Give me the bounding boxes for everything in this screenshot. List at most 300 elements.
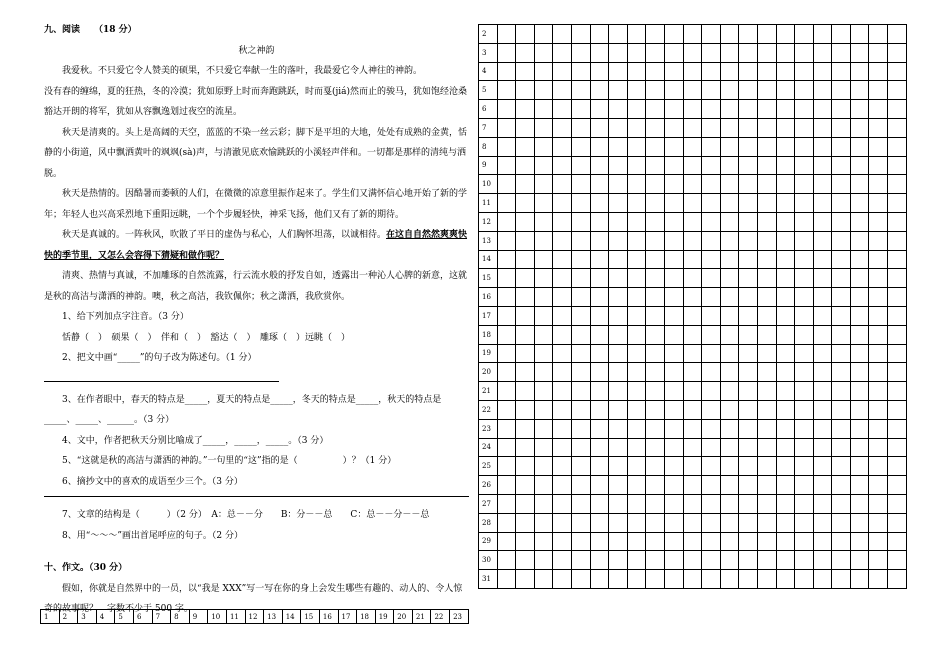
grid-cell[interactable] — [534, 570, 553, 589]
grid-cell[interactable] — [590, 476, 609, 495]
grid-cell[interactable] — [850, 231, 869, 250]
grid-cell[interactable] — [683, 118, 702, 137]
grid-cell[interactable] — [757, 513, 776, 532]
grid-cell[interactable] — [869, 494, 888, 513]
grid-cell[interactable] — [757, 81, 776, 100]
grid-cell[interactable] — [869, 118, 888, 137]
grid-cell[interactable] — [832, 457, 851, 476]
grid-cell[interactable] — [795, 551, 814, 570]
grid-cell[interactable] — [776, 81, 795, 100]
grid-cell[interactable] — [553, 81, 572, 100]
grid-cell[interactable] — [646, 43, 665, 62]
answer-line-q6[interactable] — [44, 492, 469, 497]
grid-cell[interactable] — [720, 325, 739, 344]
grid-cell[interactable] — [497, 476, 516, 495]
grid-cell[interactable] — [832, 194, 851, 213]
grid-cell[interactable] — [795, 137, 814, 156]
grid-cell[interactable] — [497, 100, 516, 119]
grid-cell[interactable] — [757, 62, 776, 81]
grid-cell[interactable] — [739, 250, 758, 269]
grid-cell[interactable] — [664, 457, 683, 476]
grid-cell[interactable] — [646, 382, 665, 401]
grid-cell[interactable] — [720, 419, 739, 438]
grid-cell[interactable] — [795, 43, 814, 62]
grid-cell[interactable] — [720, 494, 739, 513]
grid-cell[interactable] — [534, 382, 553, 401]
grid-cell[interactable] — [757, 100, 776, 119]
grid-cell[interactable] — [571, 551, 590, 570]
grid-cell[interactable] — [664, 81, 683, 100]
grid-cell[interactable] — [720, 288, 739, 307]
grid-cell[interactable] — [571, 438, 590, 457]
grid-cell[interactable] — [888, 438, 907, 457]
grid-cell[interactable] — [534, 419, 553, 438]
grid-cell[interactable] — [832, 551, 851, 570]
grid-row-number[interactable]: 19 — [479, 344, 498, 363]
grid-cell[interactable] — [739, 269, 758, 288]
grid-cell[interactable] — [776, 551, 795, 570]
grid-cell[interactable] — [516, 81, 535, 100]
grid-cell[interactable] — [516, 494, 535, 513]
grid-cell[interactable] — [795, 513, 814, 532]
grid-cell[interactable] — [609, 344, 628, 363]
grid-cell[interactable] — [553, 551, 572, 570]
grid-cell[interactable] — [757, 212, 776, 231]
grid-cell[interactable] — [571, 100, 590, 119]
grid-cell[interactable] — [664, 400, 683, 419]
grid-cell[interactable] — [571, 62, 590, 81]
grid-cell[interactable] — [627, 212, 646, 231]
grid-cell[interactable] — [850, 306, 869, 325]
grid-cell[interactable] — [813, 62, 832, 81]
grid-cell[interactable] — [776, 532, 795, 551]
grid-cell[interactable] — [720, 400, 739, 419]
grid-cell[interactable] — [850, 250, 869, 269]
grid-cell[interactable] — [534, 118, 553, 137]
grid-cell[interactable] — [832, 476, 851, 495]
grid-cell[interactable] — [516, 137, 535, 156]
grid-cell[interactable] — [590, 194, 609, 213]
grid-cell[interactable] — [553, 156, 572, 175]
bottom-grid-cell[interactable]: 8 — [171, 610, 190, 624]
grid-cell[interactable] — [702, 419, 721, 438]
grid-cell[interactable] — [813, 175, 832, 194]
grid-cell[interactable] — [590, 494, 609, 513]
grid-cell[interactable] — [813, 532, 832, 551]
grid-cell[interactable] — [739, 344, 758, 363]
grid-cell[interactable] — [850, 551, 869, 570]
grid-cell[interactable] — [627, 419, 646, 438]
grid-cell[interactable] — [869, 438, 888, 457]
grid-cell[interactable] — [813, 306, 832, 325]
grid-cell[interactable] — [516, 212, 535, 231]
grid-cell[interactable] — [813, 231, 832, 250]
grid-cell[interactable] — [534, 344, 553, 363]
grid-cell[interactable] — [702, 175, 721, 194]
grid-row-number[interactable]: 18 — [479, 325, 498, 344]
grid-cell[interactable] — [720, 570, 739, 589]
grid-cell[interactable] — [888, 81, 907, 100]
grid-row-number[interactable]: 3 — [479, 43, 498, 62]
grid-cell[interactable] — [776, 118, 795, 137]
grid-row-number[interactable]: 4 — [479, 62, 498, 81]
grid-cell[interactable] — [683, 476, 702, 495]
grid-cell[interactable] — [813, 438, 832, 457]
grid-row-number[interactable]: 31 — [479, 570, 498, 589]
grid-cell[interactable] — [850, 363, 869, 382]
grid-cell[interactable] — [776, 25, 795, 44]
grid-cell[interactable] — [627, 81, 646, 100]
grid-cell[interactable] — [590, 212, 609, 231]
grid-cell[interactable] — [776, 194, 795, 213]
grid-cell[interactable] — [497, 212, 516, 231]
grid-cell[interactable] — [534, 457, 553, 476]
grid-cell[interactable] — [739, 513, 758, 532]
grid-cell[interactable] — [497, 551, 516, 570]
grid-cell[interactable] — [516, 457, 535, 476]
grid-cell[interactable] — [832, 118, 851, 137]
grid-cell[interactable] — [534, 194, 553, 213]
grid-cell[interactable] — [497, 382, 516, 401]
grid-cell[interactable] — [646, 288, 665, 307]
grid-row-number[interactable]: 6 — [479, 100, 498, 119]
grid-cell[interactable] — [609, 570, 628, 589]
grid-cell[interactable] — [497, 269, 516, 288]
grid-cell[interactable] — [590, 419, 609, 438]
grid-cell[interactable] — [757, 325, 776, 344]
grid-cell[interactable] — [497, 513, 516, 532]
grid-cell[interactable] — [776, 438, 795, 457]
grid-cell[interactable] — [888, 231, 907, 250]
grid-cell[interactable] — [553, 457, 572, 476]
grid-cell[interactable] — [776, 43, 795, 62]
grid-row-number[interactable]: 16 — [479, 288, 498, 307]
grid-cell[interactable] — [739, 570, 758, 589]
grid-row-number[interactable]: 9 — [479, 156, 498, 175]
grid-cell[interactable] — [664, 438, 683, 457]
grid-cell[interactable] — [795, 250, 814, 269]
grid-cell[interactable] — [850, 43, 869, 62]
grid-cell[interactable] — [850, 175, 869, 194]
grid-cell[interactable] — [683, 382, 702, 401]
grid-cell[interactable] — [813, 100, 832, 119]
grid-cell[interactable] — [850, 457, 869, 476]
grid-cell[interactable] — [646, 532, 665, 551]
grid-cell[interactable] — [739, 43, 758, 62]
grid-cell[interactable] — [553, 382, 572, 401]
grid-cell[interactable] — [553, 570, 572, 589]
grid-cell[interactable] — [888, 306, 907, 325]
grid-cell[interactable] — [702, 551, 721, 570]
grid-cell[interactable] — [516, 419, 535, 438]
grid-cell[interactable] — [664, 494, 683, 513]
grid-cell[interactable] — [627, 551, 646, 570]
grid-cell[interactable] — [832, 532, 851, 551]
grid-cell[interactable] — [627, 231, 646, 250]
grid-cell[interactable] — [627, 288, 646, 307]
grid-cell[interactable] — [664, 250, 683, 269]
grid-cell[interactable] — [757, 551, 776, 570]
grid-cell[interactable] — [683, 419, 702, 438]
grid-cell[interactable] — [534, 231, 553, 250]
grid-cell[interactable] — [739, 118, 758, 137]
grid-cell[interactable] — [553, 194, 572, 213]
grid-cell[interactable] — [739, 382, 758, 401]
grid-cell[interactable] — [664, 363, 683, 382]
grid-cell[interactable] — [813, 288, 832, 307]
grid-cell[interactable] — [813, 494, 832, 513]
grid-cell[interactable] — [869, 81, 888, 100]
grid-cell[interactable] — [664, 306, 683, 325]
grid-cell[interactable] — [683, 532, 702, 551]
grid-cell[interactable] — [813, 118, 832, 137]
grid-cell[interactable] — [590, 43, 609, 62]
grid-cell[interactable] — [776, 325, 795, 344]
grid-cell[interactable] — [590, 400, 609, 419]
grid-cell[interactable] — [683, 400, 702, 419]
grid-cell[interactable] — [850, 288, 869, 307]
grid-cell[interactable] — [888, 363, 907, 382]
grid-cell[interactable] — [664, 62, 683, 81]
grid-cell[interactable] — [646, 363, 665, 382]
grid-cell[interactable] — [571, 137, 590, 156]
grid-cell[interactable] — [832, 269, 851, 288]
grid-cell[interactable] — [534, 288, 553, 307]
grid-cell[interactable] — [497, 438, 516, 457]
grid-cell[interactable] — [646, 269, 665, 288]
grid-cell[interactable] — [832, 156, 851, 175]
grid-cell[interactable] — [702, 325, 721, 344]
grid-cell[interactable] — [813, 250, 832, 269]
grid-cell[interactable] — [646, 513, 665, 532]
bottom-grid-cell[interactable]: 21 — [412, 610, 431, 624]
grid-cell[interactable] — [813, 551, 832, 570]
grid-cell[interactable] — [720, 25, 739, 44]
grid-cell[interactable] — [776, 344, 795, 363]
grid-cell[interactable] — [720, 532, 739, 551]
grid-cell[interactable] — [627, 382, 646, 401]
grid-cell[interactable] — [739, 325, 758, 344]
grid-cell[interactable] — [553, 400, 572, 419]
grid-cell[interactable] — [813, 476, 832, 495]
grid-cell[interactable] — [702, 494, 721, 513]
grid-cell[interactable] — [795, 438, 814, 457]
grid-cell[interactable] — [553, 118, 572, 137]
grid-cell[interactable] — [832, 494, 851, 513]
grid-cell[interactable] — [683, 137, 702, 156]
grid-cell[interactable] — [646, 81, 665, 100]
grid-cell[interactable] — [497, 494, 516, 513]
grid-cell[interactable] — [497, 137, 516, 156]
grid-cell[interactable] — [534, 551, 553, 570]
grid-cell[interactable] — [776, 363, 795, 382]
grid-cell[interactable] — [683, 43, 702, 62]
grid-cell[interactable] — [646, 250, 665, 269]
grid-cell[interactable] — [850, 513, 869, 532]
grid-cell[interactable] — [497, 325, 516, 344]
grid-cell[interactable] — [850, 438, 869, 457]
grid-cell[interactable] — [664, 325, 683, 344]
grid-cell[interactable] — [795, 212, 814, 231]
grid-cell[interactable] — [683, 457, 702, 476]
grid-cell[interactable] — [683, 363, 702, 382]
grid-cell[interactable] — [888, 400, 907, 419]
grid-cell[interactable] — [888, 175, 907, 194]
grid-cell[interactable] — [850, 476, 869, 495]
grid-cell[interactable] — [869, 137, 888, 156]
grid-cell[interactable] — [832, 419, 851, 438]
grid-cell[interactable] — [720, 382, 739, 401]
grid-cell[interactable] — [702, 513, 721, 532]
grid-cell[interactable] — [702, 288, 721, 307]
grid-cell[interactable] — [757, 194, 776, 213]
grid-cell[interactable] — [571, 382, 590, 401]
grid-cell[interactable] — [702, 156, 721, 175]
grid-cell[interactable] — [627, 438, 646, 457]
bottom-grid-cell[interactable]: 13 — [264, 610, 283, 624]
grid-cell[interactable] — [850, 269, 869, 288]
grid-cell[interactable] — [757, 306, 776, 325]
grid-cell[interactable] — [516, 43, 535, 62]
grid-cell[interactable] — [888, 344, 907, 363]
grid-cell[interactable] — [683, 25, 702, 44]
grid-cell[interactable] — [534, 438, 553, 457]
grid-cell[interactable] — [627, 118, 646, 137]
grid-cell[interactable] — [534, 306, 553, 325]
grid-cell[interactable] — [683, 212, 702, 231]
grid-cell[interactable] — [739, 532, 758, 551]
grid-cell[interactable] — [683, 175, 702, 194]
grid-cell[interactable] — [497, 43, 516, 62]
grid-cell[interactable] — [571, 43, 590, 62]
grid-cell[interactable] — [888, 325, 907, 344]
grid-cell[interactable] — [776, 212, 795, 231]
grid-cell[interactable] — [813, 81, 832, 100]
grid-cell[interactable] — [590, 325, 609, 344]
grid-cell[interactable] — [720, 231, 739, 250]
grid-cell[interactable] — [590, 288, 609, 307]
grid-cell[interactable] — [702, 344, 721, 363]
grid-cell[interactable] — [590, 570, 609, 589]
grid-cell[interactable] — [888, 570, 907, 589]
grid-cell[interactable] — [516, 175, 535, 194]
grid-cell[interactable] — [720, 156, 739, 175]
grid-cell[interactable] — [702, 250, 721, 269]
grid-cell[interactable] — [832, 382, 851, 401]
grid-cell[interactable] — [609, 175, 628, 194]
grid-cell[interactable] — [683, 156, 702, 175]
grid-cell[interactable] — [832, 513, 851, 532]
grid-cell[interactable] — [776, 400, 795, 419]
bottom-grid-cell[interactable]: 18 — [357, 610, 376, 624]
grid-cell[interactable] — [609, 419, 628, 438]
grid-cell[interactable] — [627, 306, 646, 325]
grid-cell[interactable] — [702, 269, 721, 288]
grid-cell[interactable] — [850, 325, 869, 344]
grid-cell[interactable] — [702, 43, 721, 62]
grid-cell[interactable] — [850, 419, 869, 438]
grid-cell[interactable] — [720, 457, 739, 476]
grid-cell[interactable] — [609, 212, 628, 231]
grid-row-number[interactable]: 22 — [479, 400, 498, 419]
grid-cell[interactable] — [683, 551, 702, 570]
grid-cell[interactable] — [795, 494, 814, 513]
grid-cell[interactable] — [553, 419, 572, 438]
grid-cell[interactable] — [720, 551, 739, 570]
grid-cell[interactable] — [516, 438, 535, 457]
grid-cell[interactable] — [571, 25, 590, 44]
grid-row-number[interactable]: 21 — [479, 382, 498, 401]
grid-cell[interactable] — [627, 137, 646, 156]
grid-cell[interactable] — [664, 231, 683, 250]
grid-cell[interactable] — [516, 325, 535, 344]
grid-cell[interactable] — [534, 81, 553, 100]
grid-cell[interactable] — [850, 118, 869, 137]
grid-cell[interactable] — [516, 363, 535, 382]
grid-cell[interactable] — [534, 400, 553, 419]
grid-cell[interactable] — [516, 156, 535, 175]
grid-cell[interactable] — [553, 363, 572, 382]
grid-cell[interactable] — [609, 118, 628, 137]
grid-cell[interactable] — [571, 457, 590, 476]
grid-row-number[interactable]: 26 — [479, 476, 498, 495]
grid-cell[interactable] — [664, 194, 683, 213]
grid-cell[interactable] — [757, 344, 776, 363]
grid-cell[interactable] — [683, 100, 702, 119]
grid-cell[interactable] — [627, 363, 646, 382]
grid-cell[interactable] — [832, 344, 851, 363]
grid-cell[interactable] — [497, 400, 516, 419]
grid-cell[interactable] — [795, 344, 814, 363]
grid-cell[interactable] — [832, 175, 851, 194]
grid-cell[interactable] — [664, 476, 683, 495]
grid-cell[interactable] — [609, 532, 628, 551]
grid-cell[interactable] — [832, 231, 851, 250]
grid-cell[interactable] — [609, 156, 628, 175]
grid-cell[interactable] — [590, 250, 609, 269]
grid-cell[interactable] — [795, 231, 814, 250]
grid-cell[interactable] — [609, 194, 628, 213]
grid-cell[interactable] — [646, 457, 665, 476]
grid-cell[interactable] — [683, 438, 702, 457]
grid-cell[interactable] — [795, 532, 814, 551]
grid-cell[interactable] — [497, 344, 516, 363]
grid-cell[interactable] — [609, 250, 628, 269]
grid-cell[interactable] — [757, 363, 776, 382]
grid-cell[interactable] — [553, 43, 572, 62]
grid-cell[interactable] — [571, 532, 590, 551]
grid-cell[interactable] — [497, 457, 516, 476]
grid-cell[interactable] — [497, 288, 516, 307]
grid-cell[interactable] — [757, 438, 776, 457]
grid-cell[interactable] — [795, 419, 814, 438]
grid-cell[interactable] — [516, 513, 535, 532]
grid-cell[interactable] — [702, 570, 721, 589]
grid-cell[interactable] — [832, 306, 851, 325]
grid-cell[interactable] — [850, 81, 869, 100]
bottom-grid-cell[interactable]: 23 — [450, 610, 469, 624]
grid-cell[interactable] — [571, 306, 590, 325]
grid-cell[interactable] — [739, 212, 758, 231]
grid-row-number[interactable]: 30 — [479, 551, 498, 570]
grid-cell[interactable] — [553, 62, 572, 81]
grid-cell[interactable] — [646, 100, 665, 119]
grid-cell[interactable] — [869, 306, 888, 325]
grid-cell[interactable] — [664, 344, 683, 363]
grid-cell[interactable] — [795, 457, 814, 476]
bottom-grid-cell[interactable]: 14 — [282, 610, 301, 624]
grid-cell[interactable] — [720, 118, 739, 137]
